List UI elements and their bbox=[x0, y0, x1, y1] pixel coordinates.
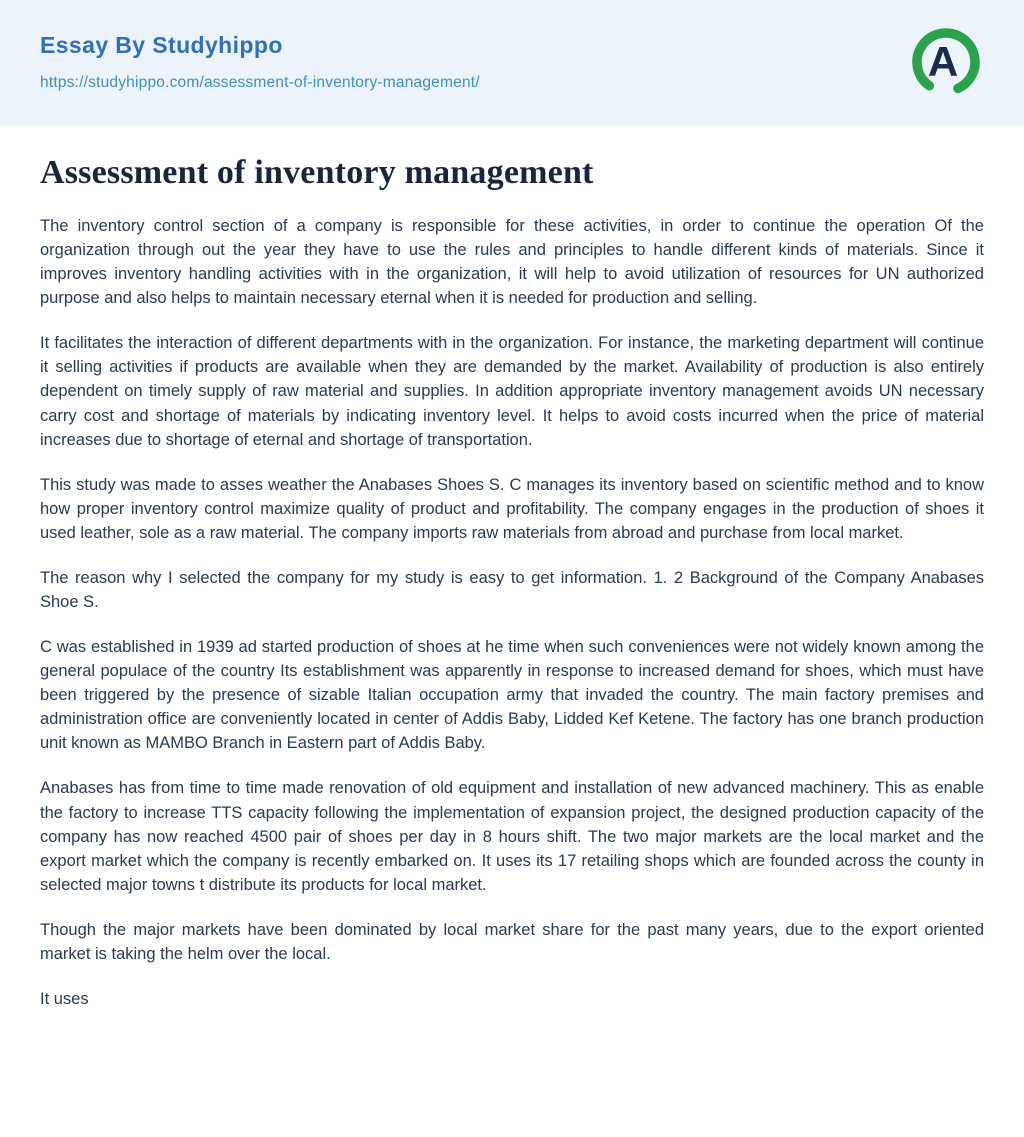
essay-paragraph-7: Though the major markets have been dominated by local market share for the past many years, due to the export oriented market is taking the helm over the local. bbox=[40, 920, 984, 963]
essay-paragraph-2: It facilitates the interaction of different departments with in the organization. For instance, the marketing department will continue it selling activities if products are available when they are demanded by the market. Availability of production is also entirely dependent on timely supply of raw material and supplies. In addition appropriate inventory management avoids UN necessary carry cost and shortage of materials by indicating inventory level. It helps to avoid costs incurred when the price of material increases due to shortage of eternal and shortage of transportation. bbox=[40, 334, 984, 449]
source-url-link[interactable]: https://studyhippo.com/assessment-of-inventory-management/ bbox=[40, 74, 480, 91]
essay-paragraph-4: The reason why I selected the company for my study is easy to get information. 1. 2 Background of the Company Anabases Shoe S. bbox=[40, 568, 984, 612]
logo-letter: A bbox=[927, 38, 959, 85]
essay-paragraph-8: It uses bbox=[40, 990, 89, 1009]
essay-paragraph-5: C was established in 1939 ad started production of shoes at he time when such conveniences were not widely known among the general populace of the country Its establishment was apparently in response to increased demand for shoes, which must have been triggered by the presence of sizable Italian occupation army that invaded the country. The main factory premises and administration office are conveniently located in center of Addis Baby, Lidded Kef Ketene. The factory has one branch production unit known as MAMBO Branch in Eastern part of Addis Baby. bbox=[40, 638, 984, 753]
essay-paragraph-3: This study was made to asses weather the Anabases Shoes S. C manages its inventory based on scientific method and to know how proper inventory control maximize quality of product and profitability. The company engages in the production of shoes it used leather, sole as a raw material. The company imports raw materials from abroad and purchase from local market. bbox=[40, 475, 984, 542]
essay-title: Assessment of inventory management bbox=[40, 154, 594, 191]
essay-paragraph-6: Anabases has from time to time made renovation of old equipment and installation of new advanced machinery. This as enable the factory to increase TTS capacity following the implementation of expansion project, the designed production capacity of the company has now reached 4500 pair of shoes per day in 8 hours shift. The two major markets are the local market and the export market which the company is recently embarked on. It uses its 17 retailing shops which are founded across the county in selected major towns t distribute its products for local market. bbox=[40, 779, 984, 894]
studyhippo-logo-icon bbox=[908, 24, 984, 100]
studyhippo-logo bbox=[908, 24, 984, 100]
page-header bbox=[0, 0, 1024, 126]
site-title: Essay By Studyhippo bbox=[40, 32, 283, 58]
essay-article bbox=[0, 126, 1024, 1051]
essay-paragraph-1: The inventory control section of a company is responsible for these activities, in order to continue the operation Of the organization through out the year they have to use the rules and principles to handle different kinds of materials. Since it improves inventory handling activities with in the organization, it will help to avoid utilization of resources for UN authorized purpose and also helps to maintain necessary eternal when it is needed for production and selling. bbox=[40, 217, 984, 308]
header-text-block bbox=[40, 32, 480, 92]
